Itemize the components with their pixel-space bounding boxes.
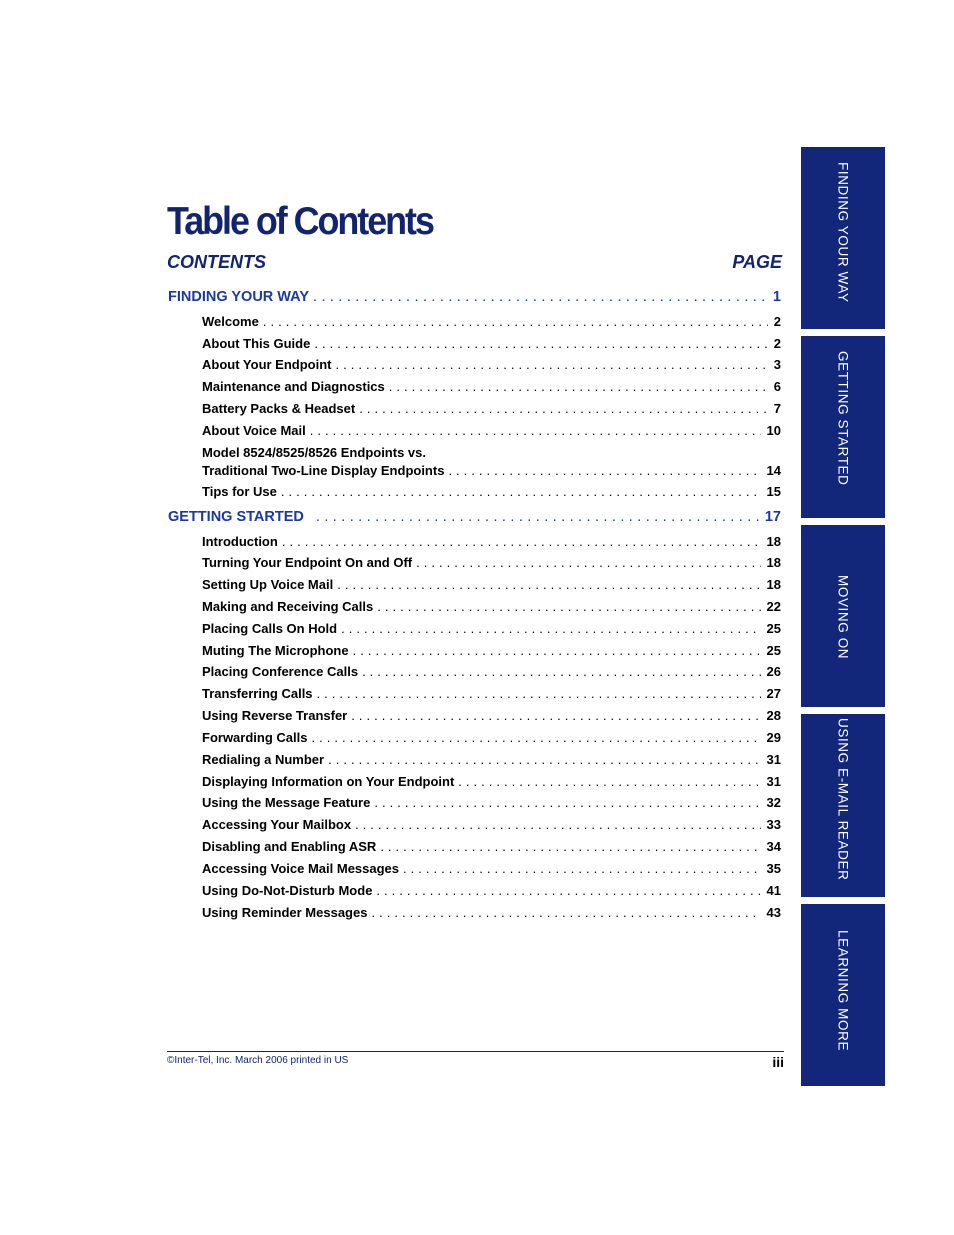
toc-entry[interactable] <box>202 730 781 745</box>
entry-page: 26 <box>766 664 781 679</box>
toc-entry[interactable] <box>202 534 781 549</box>
leader-dots <box>362 664 760 679</box>
page-number: iii <box>772 1054 784 1070</box>
leader-dots <box>380 839 760 854</box>
entry-page: 32 <box>766 795 781 810</box>
entry-page: 34 <box>766 839 781 854</box>
section-title: GETTING STARTED <box>168 509 304 525</box>
toc-entry[interactable] <box>202 599 781 614</box>
toc-entry[interactable] <box>202 686 781 701</box>
toc-entry[interactable] <box>202 336 781 351</box>
entry-label: About Voice Mail <box>202 423 306 438</box>
entry-page: 3 <box>773 357 781 372</box>
leader-dots <box>311 730 760 745</box>
entry-page: 18 <box>766 534 781 549</box>
toc-entry[interactable] <box>202 423 781 438</box>
entry-label: Introduction <box>202 534 278 549</box>
entry-page: 33 <box>766 817 781 832</box>
entry-label: Making and Receiving Calls <box>202 599 374 614</box>
toc-entry[interactable] <box>202 445 781 478</box>
leader-dots <box>316 509 759 525</box>
leader-dots <box>355 817 760 832</box>
entry-label: About This Guide <box>202 336 311 351</box>
toc-entry[interactable] <box>202 577 781 592</box>
entry-label: Tips for Use <box>202 484 277 499</box>
leader-dots <box>353 643 761 658</box>
leader-dots <box>376 883 760 898</box>
entry-label: Disabling and Enabling ASR <box>202 839 377 854</box>
entry-page: 2 <box>773 314 781 329</box>
entry-page: 43 <box>766 905 781 920</box>
leader-dots <box>281 484 761 499</box>
side-tab-label: LEARNING MORE <box>835 930 851 1052</box>
page-column-header: PAGE <box>732 252 782 272</box>
leader-dots <box>359 401 768 416</box>
footer-divider <box>167 1051 784 1052</box>
toc-entry[interactable] <box>202 621 781 636</box>
toc-entry[interactable] <box>202 774 781 789</box>
leader-dots <box>458 774 760 789</box>
toc-entry[interactable] <box>202 484 781 499</box>
page-title: Table of Contents <box>167 200 433 243</box>
leader-dots <box>341 621 760 636</box>
toc-entry[interactable] <box>202 401 781 416</box>
leader-dots <box>263 314 768 329</box>
entry-label: Battery Packs & Headset <box>202 401 356 416</box>
entry-page: 25 <box>766 643 781 658</box>
entry-page: 6 <box>773 379 781 394</box>
entry-page: 29 <box>766 730 781 745</box>
entry-page: 15 <box>766 484 781 499</box>
entry-label: Welcome <box>202 314 259 329</box>
entry-label: Transferring Calls <box>202 686 313 701</box>
entry-page: 10 <box>766 423 781 438</box>
leader-dots <box>351 708 760 723</box>
entry-label: Using Reminder Messages <box>202 905 368 920</box>
entry-label-line1: Model 8524/8525/8526 Endpoints vs. <box>202 445 426 460</box>
entry-label: About Your Endpoint <box>202 357 332 372</box>
entry-label: Maintenance and Diagnostics <box>202 379 385 394</box>
side-tab-finding-your-way[interactable] <box>801 147 885 329</box>
entry-label: Placing Calls On Hold <box>202 621 338 636</box>
entry-page: 7 <box>773 401 781 416</box>
toc-entry[interactable] <box>202 664 781 679</box>
entry-label: Forwarding Calls <box>202 730 308 745</box>
side-tab-label: USING E-MAIL READER <box>835 718 851 881</box>
leader-dots <box>328 752 760 767</box>
entry-label: Setting Up Voice Mail <box>202 577 334 592</box>
entry-page: 22 <box>766 599 781 614</box>
toc-entry[interactable] <box>202 314 781 329</box>
side-tab-label: MOVING ON <box>835 575 851 660</box>
toc-entry[interactable] <box>202 883 781 898</box>
entry-page: 2 <box>773 336 781 351</box>
entry-label: Using the Message Feature <box>202 795 371 810</box>
entry-label-line2: Traditional Two-Line Display Endpoints <box>202 463 445 478</box>
entry-page: 31 <box>766 774 781 789</box>
copyright-text: ©Inter-Tel, Inc. March 2006 printed in US <box>167 1055 349 1066</box>
toc-entry[interactable] <box>202 905 781 920</box>
side-tab-label: FINDING YOUR WAY <box>835 162 851 303</box>
entry-label: Muting The Microphone <box>202 643 349 658</box>
entry-page: 31 <box>766 752 781 767</box>
entry-page: 27 <box>766 686 781 701</box>
toc-entry[interactable] <box>202 643 781 658</box>
toc-section-finding-your-way[interactable] <box>168 289 781 305</box>
leader-dots <box>314 336 767 351</box>
entry-page: 14 <box>766 463 781 478</box>
toc-entry[interactable] <box>202 752 781 767</box>
leader-dots <box>336 357 768 372</box>
leader-dots <box>416 555 760 570</box>
entry-page: 18 <box>766 555 781 570</box>
section-page: 1 <box>772 289 781 305</box>
leader-dots <box>374 795 760 810</box>
side-tab-label: GETTING STARTED <box>835 351 851 486</box>
entry-label: Turning Your Endpoint On and Off <box>202 555 413 570</box>
section-page: 17 <box>764 509 781 525</box>
entry-label: Placing Conference Calls <box>202 664 359 679</box>
entry-label: Using Do-Not-Disturb Mode <box>202 883 373 898</box>
toc-entry[interactable] <box>202 839 781 854</box>
toc-section-getting-started[interactable] <box>168 509 781 525</box>
toc-entry[interactable] <box>202 555 781 570</box>
toc-entry[interactable] <box>202 795 781 810</box>
leader-dots <box>313 289 767 305</box>
leader-dots <box>448 463 760 478</box>
entry-label: Redialing a Number <box>202 752 325 767</box>
leader-dots <box>310 423 761 438</box>
entry-page: 25 <box>766 621 781 636</box>
entry-page: 35 <box>766 861 781 876</box>
side-tab-using-email-reader[interactable] <box>801 714 885 897</box>
leader-dots <box>403 861 761 876</box>
contents-column-header: CONTENTS <box>167 252 266 272</box>
entry-label: Accessing Voice Mail Messages <box>202 861 400 876</box>
entry-label: Using Reverse Transfer <box>202 708 348 723</box>
leader-dots <box>282 534 761 549</box>
toc-entry[interactable] <box>202 357 781 372</box>
entry-label: Accessing Your Mailbox <box>202 817 352 832</box>
section-title: FINDING YOUR WAY <box>168 289 309 305</box>
toc-entry[interactable] <box>202 861 781 876</box>
leader-dots <box>337 577 760 592</box>
toc-entry[interactable] <box>202 379 781 394</box>
side-tab-learning-more[interactable] <box>801 904 885 1086</box>
entry-page: 28 <box>766 708 781 723</box>
side-tab-moving-on[interactable] <box>801 525 885 707</box>
leader-dots <box>371 905 760 920</box>
entry-page: 18 <box>766 577 781 592</box>
entry-label: Displaying Information on Your Endpoint <box>202 774 455 789</box>
leader-dots <box>317 686 761 701</box>
leader-dots <box>389 379 768 394</box>
side-tab-getting-started[interactable] <box>801 336 885 518</box>
entry-page: 41 <box>766 883 781 898</box>
toc-entry[interactable] <box>202 817 781 832</box>
toc-entry[interactable] <box>202 708 781 723</box>
leader-dots <box>377 599 760 614</box>
